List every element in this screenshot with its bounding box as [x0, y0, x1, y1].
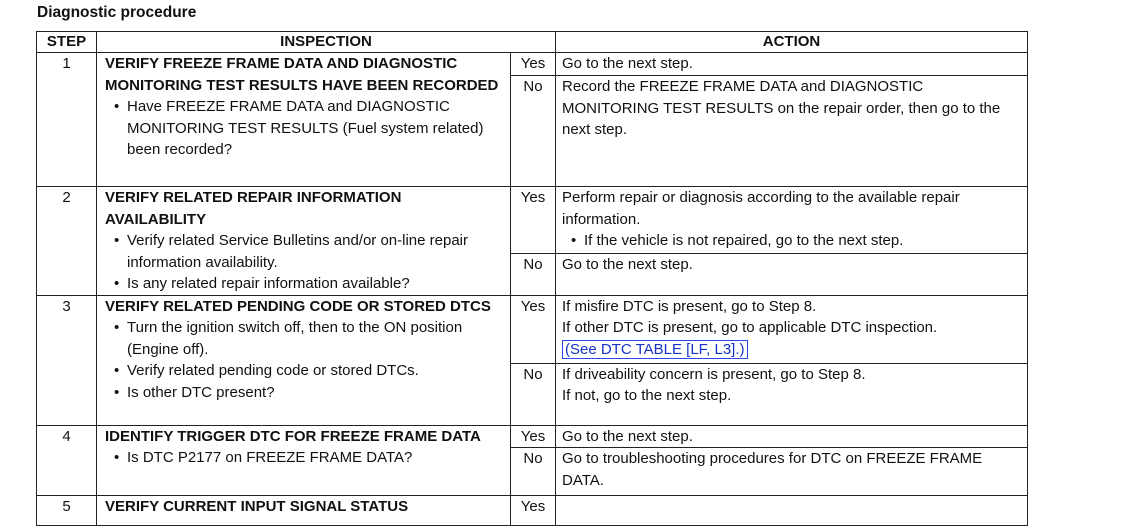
- step-number: 4: [37, 425, 97, 496]
- inspection-bullet: • Have FREEZE FRAME DATA and DIAGNOSTIC MONITORING TEST RESULTS (Fuel system related) been recorded?: [105, 96, 504, 161]
- yes-action: [556, 496, 1028, 526]
- inspection-cell: [97, 53, 511, 187]
- inspection-heading: VERIFY RELATED REPAIR INFORMATION AVAILABILITY: [105, 189, 402, 228]
- no-action: Record the FREEZE FRAME DATA and DIAGNOSTIC MONITORING TEST RESULTS on the repair order, then go to the next step.: [556, 76, 1028, 187]
- dtc-table-link[interactable]: (See DTC TABLE [LF, L3].): [562, 340, 748, 359]
- no-action: Go to the next step.: [556, 253, 1028, 295]
- yes-label: Yes: [511, 187, 556, 254]
- header-row: [37, 32, 1028, 53]
- header-action: ACTION: [556, 32, 1028, 53]
- section-title: Diagnostic procedure: [37, 4, 197, 21]
- yes-action-cell: [556, 187, 1028, 254]
- header-step: STEP: [37, 32, 97, 53]
- inspection-cell: [97, 295, 511, 425]
- step-number: 3: [37, 295, 97, 425]
- step-number: 1: [37, 53, 97, 187]
- no-action: If not, go to the next step.: [562, 387, 732, 404]
- inspection-bullet: • Is other DTC present?: [105, 382, 504, 404]
- table-row: [37, 187, 1028, 254]
- diagnostic-procedure-table: [36, 31, 1028, 526]
- no-action-cell: [556, 363, 1028, 425]
- yes-label: Yes: [511, 53, 556, 76]
- yes-action: Perform repair or diagnosis according to the available repair information.: [562, 189, 960, 228]
- table-row: [37, 53, 1028, 76]
- inspection-cell: [97, 187, 511, 296]
- inspection-heading: VERIFY RELATED PENDING CODE OR STORED DTCS: [105, 297, 491, 315]
- inspection-bullet: • Verify related pending code or stored DTCs.: [105, 360, 504, 382]
- no-label: No: [511, 363, 556, 425]
- no-action: If driveability concern is present, go to Step 8.: [562, 365, 866, 383]
- yes-action-cell: [556, 295, 1028, 363]
- yes-label: Yes: [511, 425, 556, 448]
- no-action: Go to troubleshooting procedures for DTC on FREEZE FRAME DATA.: [556, 448, 1028, 496]
- inspection-cell: [97, 496, 511, 526]
- yes-label: Yes: [511, 295, 556, 363]
- inspection-bullet: • Is any related repair information available?: [105, 273, 504, 295]
- yes-action: Go to the next step.: [556, 425, 1028, 448]
- yes-action-bullet: • If the vehicle is not repaired, go to the next step.: [562, 230, 1021, 252]
- inspection-bullet: • Turn the ignition switch off, then to the ON position (Engine off).: [105, 317, 504, 360]
- yes-action: If other DTC is present, go to applicable DTC inspection.: [562, 319, 938, 336]
- step-number: 5: [37, 496, 97, 526]
- inspection-heading: IDENTIFY TRIGGER DTC FOR FREEZE FRAME DATA: [105, 427, 481, 445]
- step-number: 2: [37, 187, 97, 296]
- header-inspection: INSPECTION: [97, 32, 556, 53]
- inspection-cell: [97, 425, 511, 496]
- inspection-heading: VERIFY CURRENT INPUT SIGNAL STATUS: [105, 498, 409, 515]
- inspection-heading: VERIFY FREEZE FRAME DATA AND DIAGNOSTIC MONITORING TEST RESULTS HAVE BEEN RECORDED: [105, 55, 499, 94]
- no-label: No: [511, 76, 556, 187]
- table-row: [37, 295, 1028, 363]
- yes-action: If misfire DTC is present, go to Step 8.: [562, 297, 817, 315]
- yes-action: Go to the next step.: [556, 53, 1028, 76]
- no-label: No: [511, 253, 556, 295]
- table-row: [37, 496, 1028, 526]
- yes-label: Yes: [511, 496, 556, 526]
- no-label: No: [511, 448, 556, 496]
- table-row: [37, 425, 1028, 448]
- inspection-bullet: • Verify related Service Bulletins and/or on-line repair information availability.: [105, 230, 504, 273]
- inspection-bullet: • Is DTC P2177 on FREEZE FRAME DATA?: [105, 447, 504, 469]
